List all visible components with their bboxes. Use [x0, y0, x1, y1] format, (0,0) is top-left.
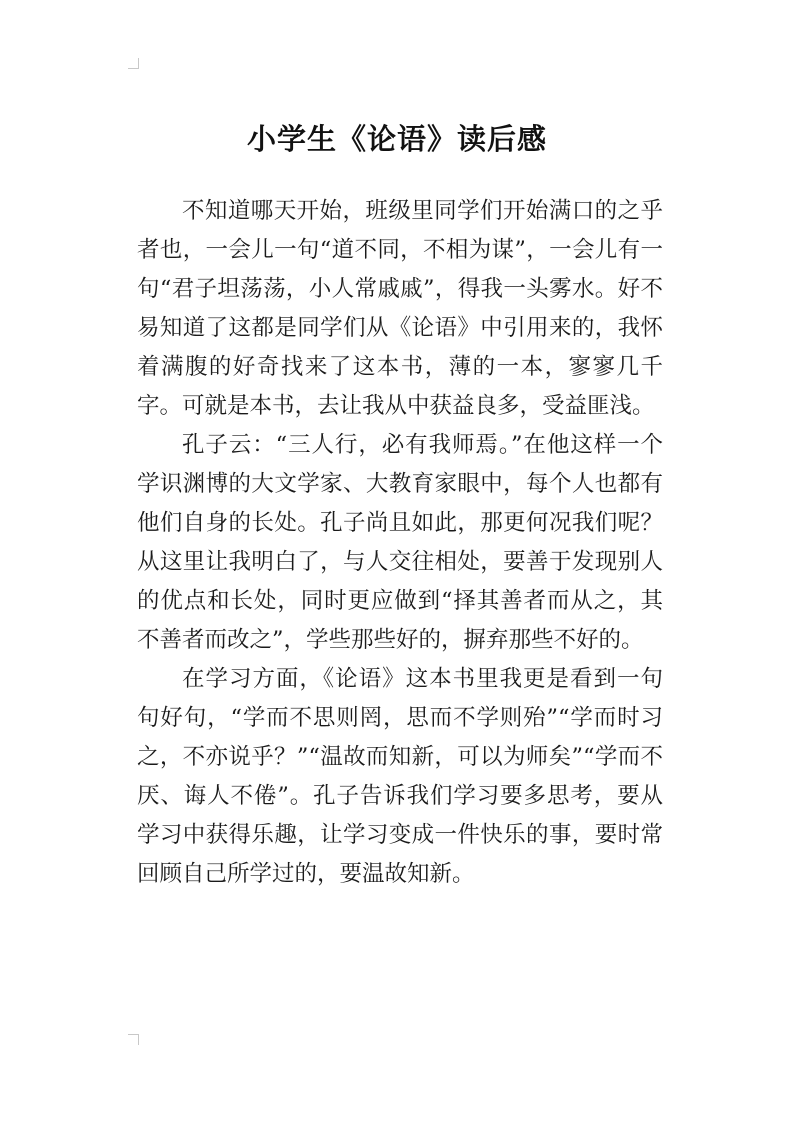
crop-mark-bottom-left — [128, 1034, 139, 1045]
page-title: 小学生《论语》读后感 — [246, 122, 547, 157]
paragraph-3: 在学习方面，《论语》这本书里我更是看到一句句好句，“学而不思则罔，思而不学则殆”“学而时习之，不亦说乎？”“温故而知新，可以为师矣”“学而不厌、诲人不倦”。孔子告诉我们学习要多思考，要从学习中获得乐趣，让学习变成一件快乐的事，要时常回顾自己所学过的，要温故知新。 — [137, 666, 663, 887]
paragraph-2: 孔子云：“三人行，必有我师焉。”在他这样一个学识渊博的大文学家、大教育家眼中，每个人也都有他们自身的长处。孔子尚且如此，那更何况我们呢？从这里让我明白了，与人交往相处，要善于发现别人的优点和长处，同时更应做到“择其善者而从之，其不善者而改之”，学些那些好的，摒弃那些不好的。 — [137, 432, 663, 653]
paragraph-1: 不知道哪天开始，班级里同学们开始满口的之乎者也，一会儿一句“道不同，不相为谋”，一会儿有一句“君子坦荡荡，小人常戚戚”，得我一头雾水。好不易知道了这都是同学们从《论语》中引用来的，我怀着满腹的好奇找来了这本书，薄的一本，寥寥几千字。可就是本书，去让我从中获益良多，受益匪浅。 — [137, 198, 663, 419]
document-body — [137, 192, 663, 894]
crop-mark-top-left — [128, 58, 139, 69]
